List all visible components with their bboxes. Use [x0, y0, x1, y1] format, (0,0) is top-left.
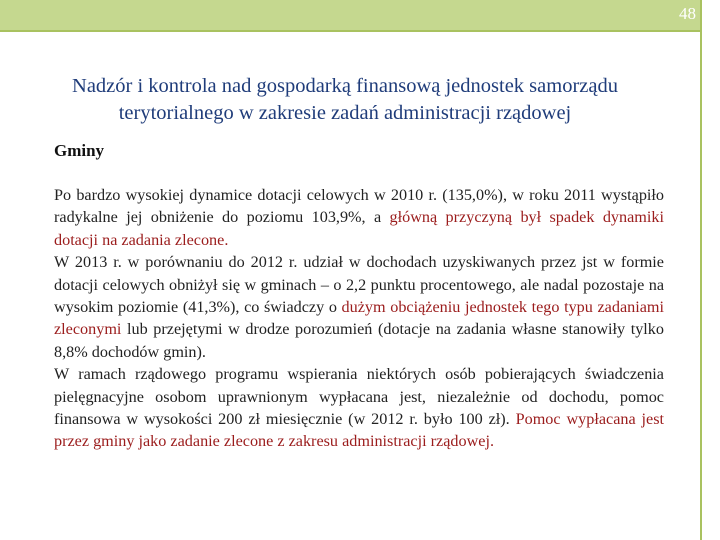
paragraph-text: W ramach rządowego programu wspierania niektórych osób pobierających świadczenia pielęgnacyjne osobom uprawnionym wypłacana jest, niezależnie od dochodu, pomoc finansowa w wysokości 200 zł miesięcznie (w 2012 r. było 100 zł).: [54, 365, 664, 429]
side-bar: [700, 0, 720, 540]
header-bar: [0, 0, 700, 30]
paragraph-1: [54, 184, 664, 251]
paragraph-text: W 2013 r. w porównaniu do 2012 r. udział w dochodach uzyskiwanych przez jst w formie dotacji celowych obniżył się w gminach – o 2,2 punktu procentowego, ale nadal pozostaje na wysokim poziomie (41,3%), co świadczy o: [54, 253, 664, 317]
body-text: [54, 184, 664, 453]
highlighted-text: dużym obciążeniu jednostek tego typu zadaniami zleconymi: [54, 298, 664, 339]
highlighted-text: główną przyczyną był spadek dynamiki dotacji na zadania zlecone.: [54, 208, 664, 249]
highlighted-text: Pomoc wypłacana jest przez gminy jako zadanie zlecone z zakresu administracji rządowej.: [54, 410, 665, 451]
paragraph-2: [54, 251, 664, 363]
section-heading: Gminy: [54, 141, 105, 160]
header-divider: [0, 30, 700, 32]
paragraph-text: lub przejętymi w drodze porozumień (dotacje na zadania własne stanowiły tylko 8,8% dochodów gmin).: [54, 320, 664, 361]
page-number: 48: [679, 4, 696, 23]
paragraph-3: [54, 363, 664, 453]
paragraph-text: Po bardzo wysokiej dynamice dotacji celowych w 2010 r. (135,0%), w roku 2011 wystąpiło radykalne jej obniżenie do poziomu 103,9%, a: [54, 186, 664, 227]
page-title: Nadzór i kontrola nad gospodarką finansową jednostek samorządu terytorialnego w zakresie zadań administracji rządowej: [72, 75, 618, 124]
